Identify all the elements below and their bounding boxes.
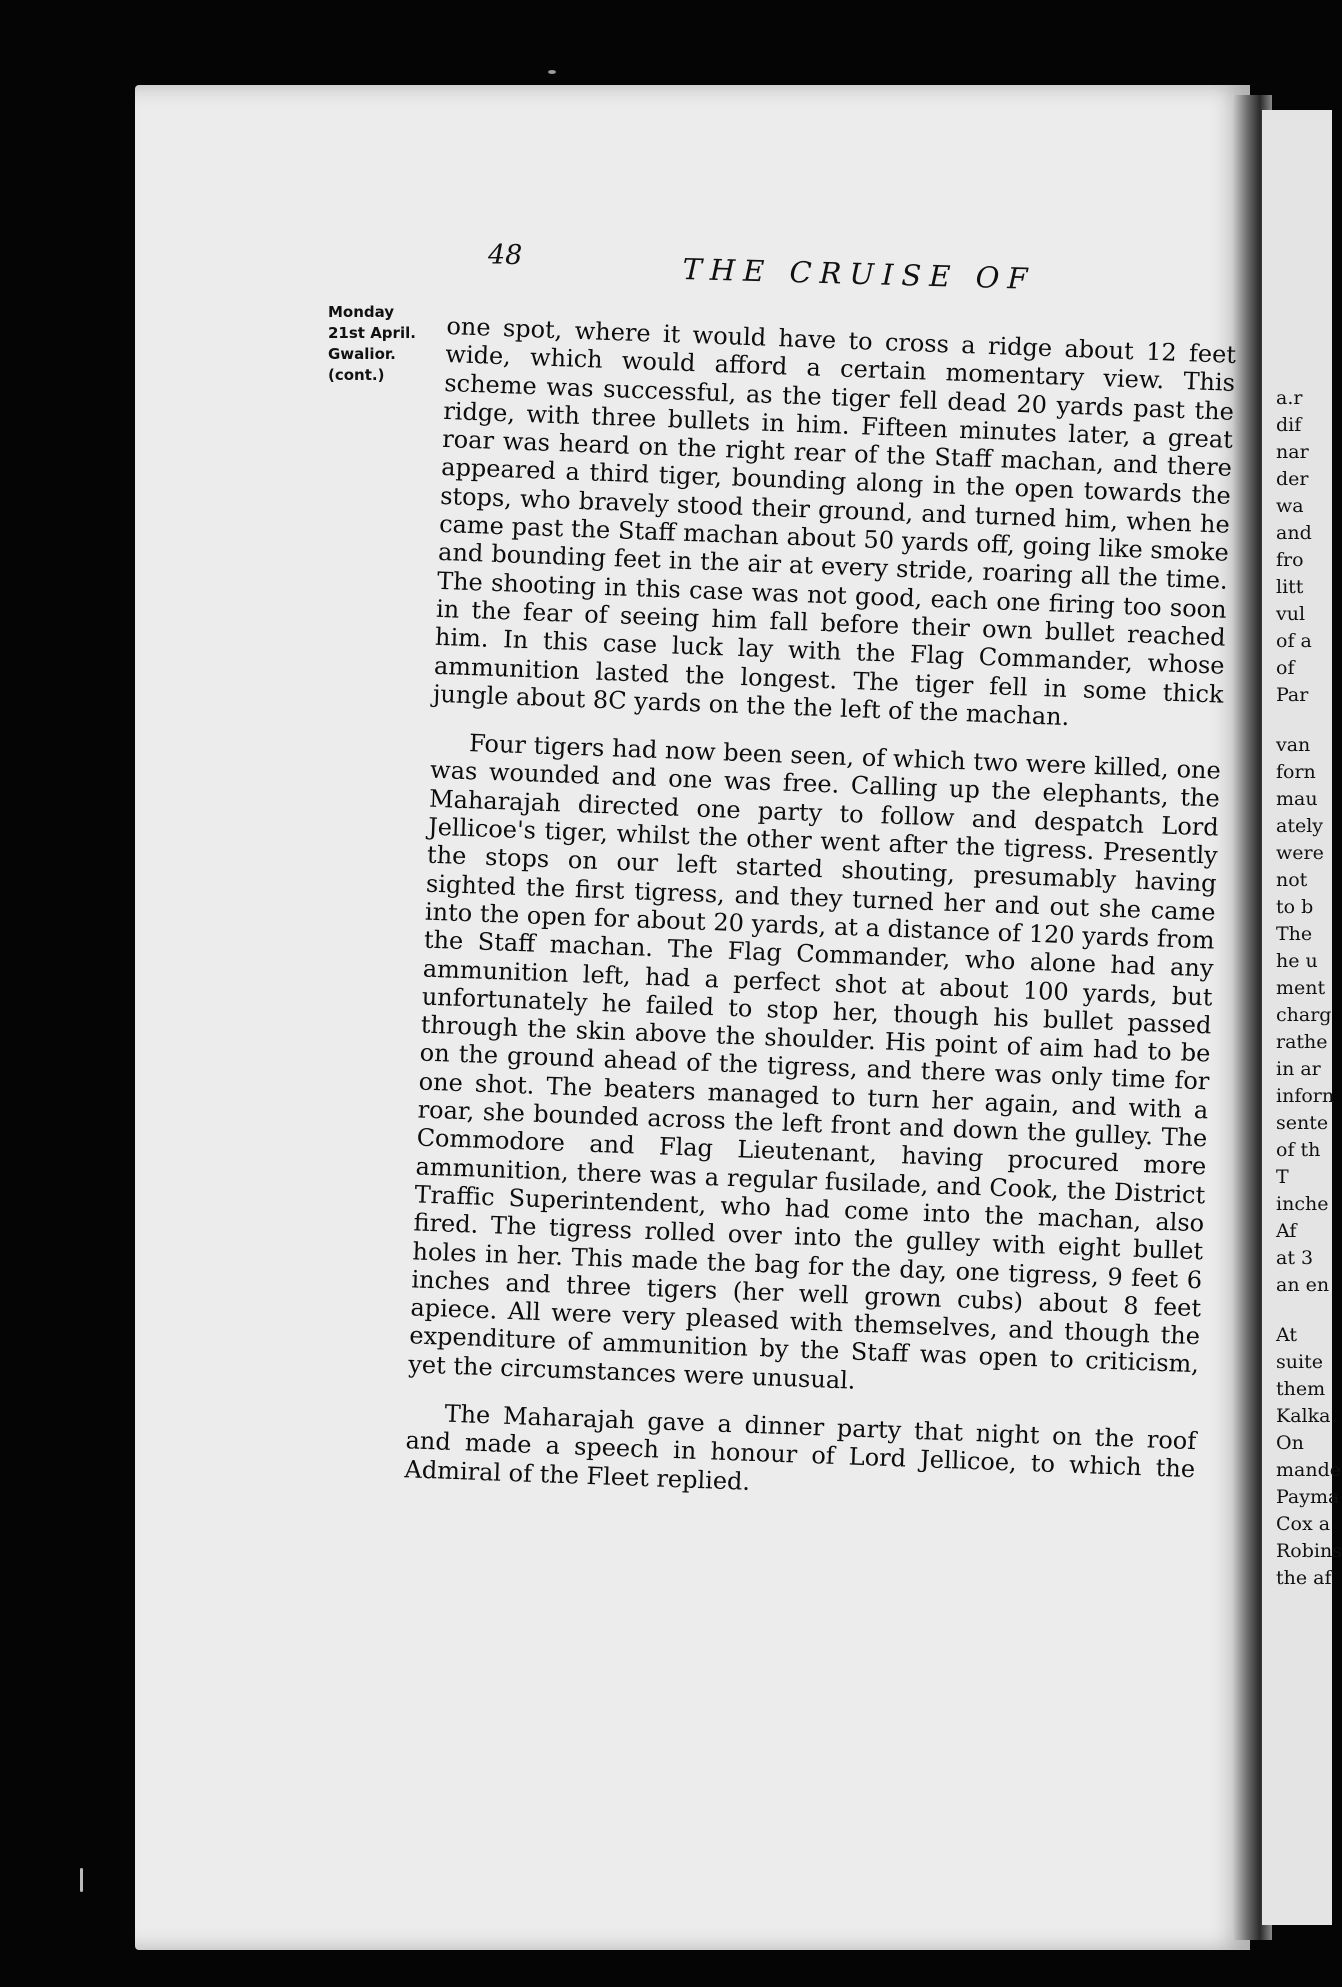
facing-page-fragment: On xyxy=(1276,1432,1304,1454)
facing-page-fragment: forn xyxy=(1276,761,1316,783)
facing-page-fragment: Af xyxy=(1276,1220,1297,1242)
fragment-gap xyxy=(1276,1299,1326,1322)
facing-page-fragment: at 3 xyxy=(1276,1247,1314,1269)
facing-page-fragment: an en xyxy=(1276,1274,1330,1296)
running-title: THE CRUISE OF xyxy=(682,252,1036,296)
facing-page-fragment: sente xyxy=(1276,1112,1329,1134)
facing-page-fragment: dif xyxy=(1276,414,1302,436)
facing-page-fragment: the af xyxy=(1276,1567,1332,1589)
margin-note xyxy=(328,302,453,386)
facing-page-fragment: Payma xyxy=(1276,1486,1340,1508)
facing-page-fragment: T xyxy=(1276,1166,1289,1188)
facing-page-fragment: ately xyxy=(1276,815,1324,837)
facing-page-fragment: mau xyxy=(1276,788,1318,810)
facing-page-fragment: were xyxy=(1276,842,1324,864)
margin-note-date: 21st April. xyxy=(328,324,416,342)
facing-page-fragment: Cox a xyxy=(1276,1513,1331,1535)
facing-page-text xyxy=(1276,385,1342,1592)
facing-page-fragment: At xyxy=(1276,1324,1298,1346)
facing-page-fragment: them xyxy=(1276,1378,1326,1400)
paragraph-1: one spot, where it would have to cross a ridge about 12 feet wide, which would afford a certain momentary view. This scheme was successful, as the tiger fell dead 20 yards past the ridge, with three bullets in him. Fifteen minutes later, a great roar was heard on the right rear of the Staff machan, and there appeared a third tiger, bounding along in the open towards the stops, who bravely stood their ground, and turned him, when he came past the Staff machan about 50 yards off, going like smoke and bounding feet in the air at every stride, roaring all the time. The shooting in this case was not good, each one firing too soon in the fear of seeing him fall before their own bullet reached him. In this case luck lay with the Flag Commander, whose ammunition lasted the longest. The tiger fell in some thick jungle about 8C yards on the the left of the machan. xyxy=(432,312,1237,731)
facing-page-fragment: of xyxy=(1276,657,1295,679)
facing-page-fragment: suite xyxy=(1276,1351,1323,1373)
facing-page-fragment: der xyxy=(1276,468,1309,490)
fragment-gap xyxy=(1276,709,1326,732)
facing-page-fragment: of th xyxy=(1276,1139,1321,1161)
facing-page-fragment: Par xyxy=(1276,684,1309,706)
facing-page-fragment: wa xyxy=(1276,495,1304,517)
facing-page-fragment: Kalka xyxy=(1276,1405,1331,1427)
facing-page-fragment: and xyxy=(1276,522,1312,544)
facing-page-fragment: litt xyxy=(1276,576,1304,598)
margin-note-place: Gwalior. xyxy=(328,345,396,363)
facing-page-fragment: van xyxy=(1276,734,1311,756)
facing-page-fragment: fro xyxy=(1276,549,1304,571)
facing-page-fragment: of a xyxy=(1276,630,1312,652)
page-number: 48 xyxy=(488,240,523,271)
facing-page-fragment: he u xyxy=(1276,950,1318,972)
facing-page-fragment: ment xyxy=(1276,977,1326,999)
facing-page-fragment: Robins xyxy=(1276,1540,1342,1562)
facing-page-fragment: nar xyxy=(1276,441,1309,463)
facing-page-fragment: charg xyxy=(1276,1004,1332,1026)
facing-page-fragment: in ar xyxy=(1276,1058,1321,1080)
dust-speck xyxy=(548,70,556,74)
dust-speck xyxy=(80,1868,83,1892)
body-text xyxy=(404,312,1236,1512)
facing-page-fragment: mande xyxy=(1276,1459,1341,1481)
facing-page-fragment: not xyxy=(1276,869,1308,891)
facing-page-fragment: to b xyxy=(1276,896,1314,918)
facing-page-fragment: rathe xyxy=(1276,1031,1328,1053)
facing-page-fragment: inche xyxy=(1276,1193,1329,1215)
facing-page-fragment: vul xyxy=(1276,603,1306,625)
margin-note-day: Monday xyxy=(328,303,395,321)
margin-note-continued: (cont.) xyxy=(328,366,385,384)
facing-page-fragment: inforn xyxy=(1276,1085,1335,1107)
facing-page-fragment: a.r xyxy=(1276,387,1303,409)
facing-page-fragment: The xyxy=(1276,923,1313,945)
paragraph-2: Four tigers had now been seen, of which two were killed, one was wounded and one was free. Calling up the elephants, the Maharajah directed one party to follow and despatch Lord Jellicoe's tiger, whilst the other went after the tigress. Presently the stops on our left started shouting, presumably having sighted the first tigress, and they turned her and out she came into the open for about 20 yards, at a distance of 120 yards from the Staff machan. The Flag Commander, who alone had any ammunition left, had a perfect shot at about 100 yards, but unfortunately he failed to stop her, though his bullet passed through the skin above the shoulder. His point of aim had to be on the ground ahead of the tigress, and there was only time for one shot. The beaters managed to turn her again, and with a roar, she bounded across the left front and down the gulley. The Commodore and Flag Lieutenant, having procured more ammunition, there was a regular fusilade, and Cook, the District Traffic Superintendent, who had come into the machan, also fired. The tigress rolled over into the gulley with eight bullet holes in her. This made the bag for the day, one tigress, 9 feet 6 inches and three tigers (her well grown cubs) about 8 feet apiece. All were very pleased with themselves, and though the expenditure of ammunition by the Staff was open to criticism, yet the circumstances were unusual. xyxy=(407,729,1222,1395)
paragraph-3: The Maharajah gave a dinner party that night on the roof and made a speech in honour of Lord Jellicoe, to which the Admiral of the Fleet replied. xyxy=(404,1399,1197,1496)
